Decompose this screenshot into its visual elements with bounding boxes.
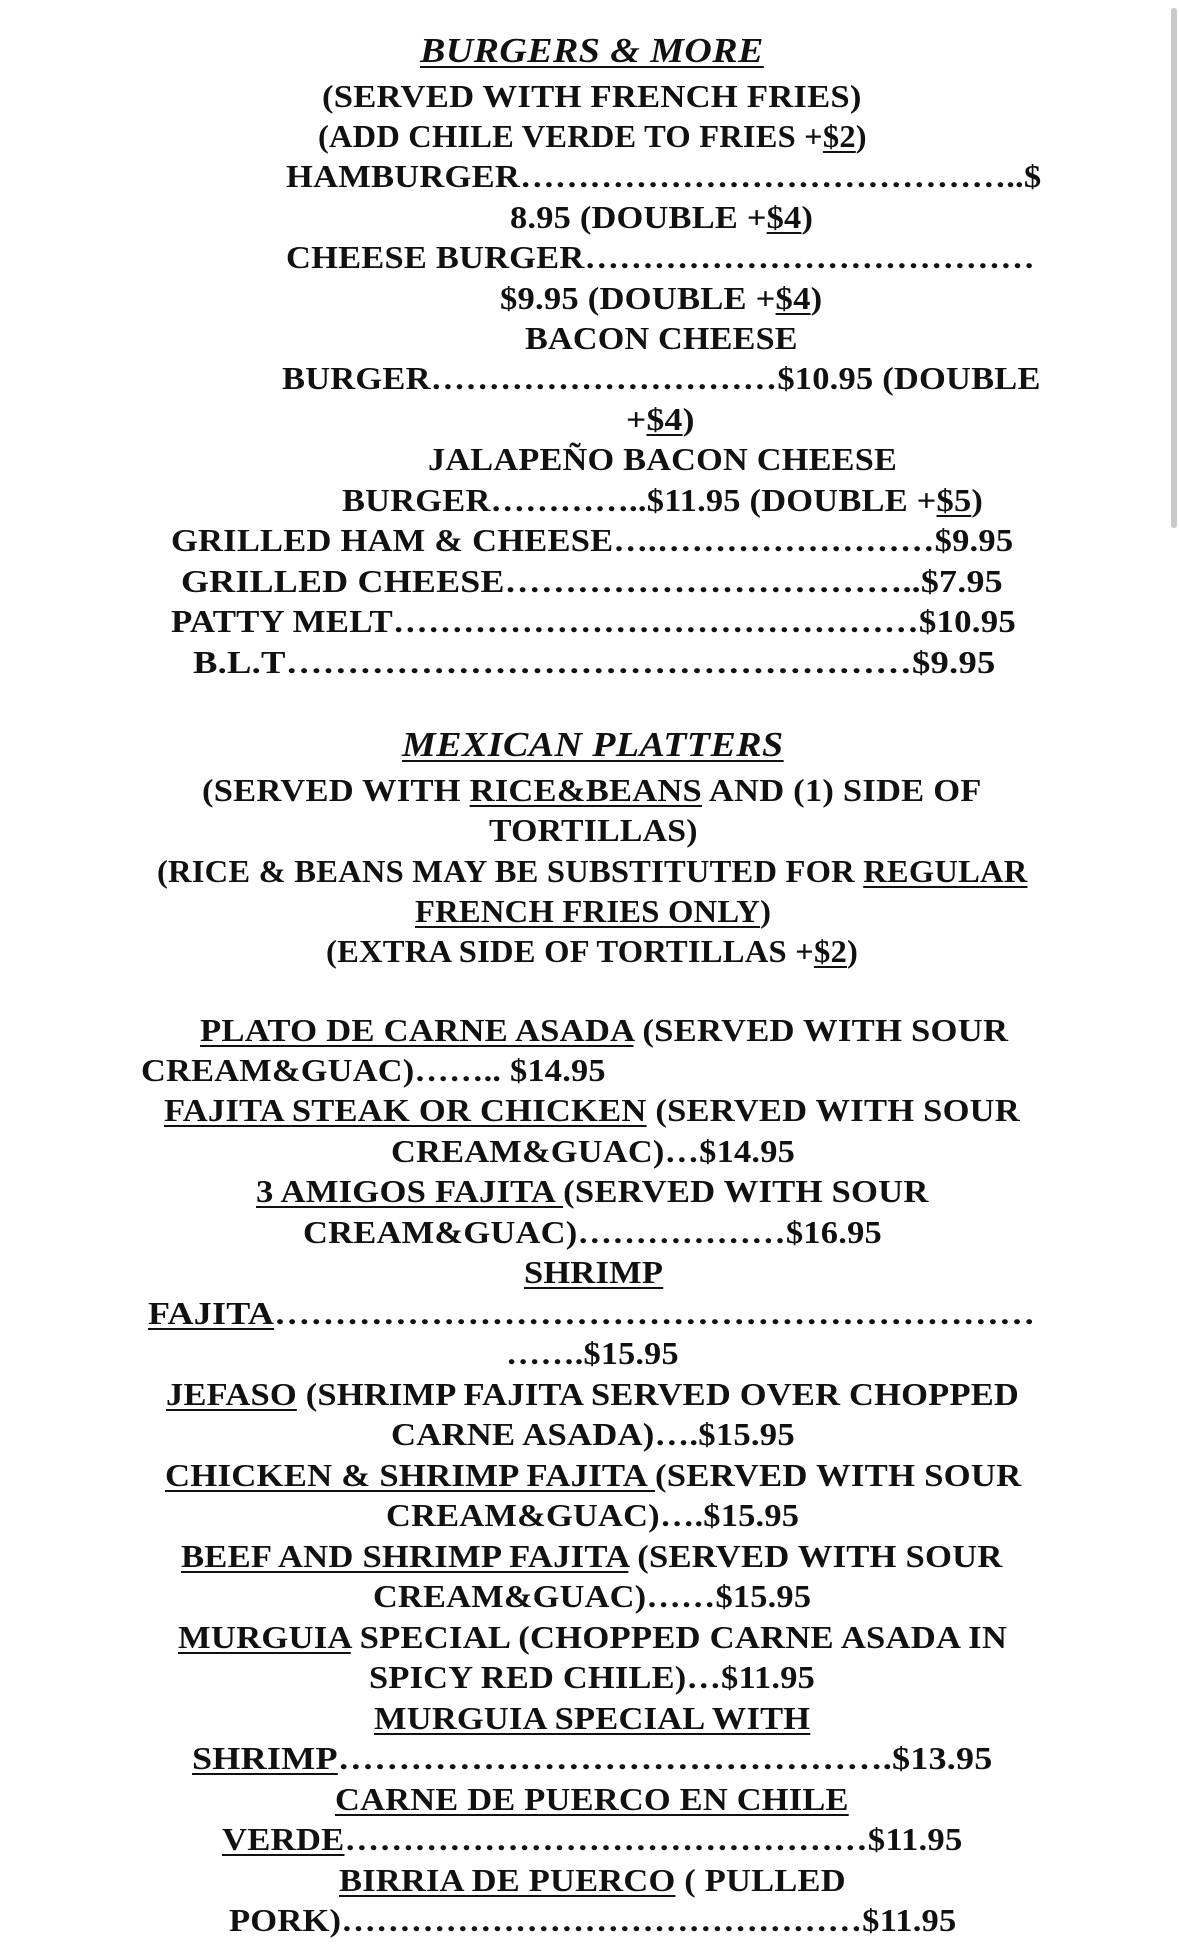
menu-line [193, 642, 996, 682]
underlined-text: 3 AMIGOS FAJITA [256, 1173, 564, 1209]
menu-line [282, 358, 1041, 398]
underlined-text: CHICKEN & SHRIMP FAJITA [165, 1457, 656, 1493]
menu-line [391, 1131, 795, 1171]
menu-text: (SERVED WITH SOUR [628, 1538, 1003, 1574]
menu-text: SPECIAL (CHOPPED CARNE ASADA IN [350, 1619, 1008, 1655]
menu-line [164, 1090, 1020, 1130]
underlined-text: $2 [822, 118, 856, 154]
menu-text: AND (1) SIDE OF [701, 772, 982, 808]
menu-text: ) [760, 893, 772, 929]
menu-text: BACON CHEESE [525, 320, 798, 356]
menu-text: ) [971, 482, 984, 518]
menu-line [166, 1374, 1019, 1414]
menu-text: ) [682, 401, 695, 437]
menu-line [326, 931, 858, 971]
menu-line [157, 851, 1027, 891]
menu-line [200, 1010, 1008, 1050]
menu-line [506, 1333, 679, 1373]
menu-text: (SHRIMP FAJITA SERVED OVER CHOPPED [296, 1376, 1020, 1412]
menu-text: PORK)………………………………………$11.95 [229, 1902, 957, 1938]
menu-text: CARNE ASADA)….$15.95 [391, 1416, 795, 1452]
menu-line [202, 770, 982, 810]
underlined-text: PLATO DE CARNE ASADA [200, 1012, 634, 1048]
heading-text: MEXICAN PLATTERS [402, 725, 784, 764]
menu-line [415, 891, 771, 931]
menu-text: CREAM&GUAC)………………$16.95 [303, 1214, 883, 1250]
menu-line [386, 1495, 799, 1535]
menu-text: BURGER…………..$11.95 (DOUBLE + [342, 482, 937, 518]
menu-line [286, 237, 1035, 277]
menu-line [181, 561, 1003, 601]
menu-text: TORTILLAS) [489, 812, 698, 848]
menu-line [318, 116, 867, 156]
menu-text: (SERVED WITH SOUR [563, 1173, 929, 1209]
underlined-text: FAJITA STEAK OR CHICKEN [164, 1092, 647, 1128]
menu-text: (SERVED WITH FRENCH FRIES) [322, 78, 862, 114]
underlined-text: RICE&BEANS [469, 772, 702, 808]
menu-line [524, 1252, 663, 1292]
menu-line [374, 1698, 810, 1738]
menu-line [165, 1455, 1021, 1495]
menu-text: (EXTRA SIDE OF TORTILLAS + [326, 933, 814, 969]
menu-text: ……………………………………………………… [274, 1295, 1036, 1331]
underlined-text: FAJITA [148, 1295, 275, 1331]
menu-line [229, 1900, 956, 1940]
underlined-text: BEEF AND SHRIMP FAJITA [181, 1538, 629, 1574]
menu-text: (SERVED WITH SOUR [633, 1012, 1009, 1048]
menu-text: ) [846, 933, 859, 969]
menu-line [192, 1738, 993, 1778]
menu-text: ) [810, 280, 823, 316]
menu-text: JALAPEÑO BACON CHEESE [428, 441, 898, 477]
menu-line [373, 1576, 811, 1616]
menu-text: BURGER…………………………$10.95 (DOUBLE [282, 360, 1041, 396]
underlined-text: SHRIMP [192, 1740, 338, 1776]
menu-line [391, 1414, 795, 1454]
menu-line [500, 278, 822, 318]
section-heading-mexican [402, 725, 784, 765]
menu-text: ……………………………………….$13.95 [337, 1740, 993, 1776]
underlined-text: REGULAR [863, 853, 1028, 889]
menu-text: (RICE & BEANS MAY BE SUBSTITUTED FOR [157, 853, 864, 889]
menu-line [148, 1293, 1035, 1333]
underlined-text: JEFASO [166, 1376, 297, 1412]
menu-text: SPICY RED CHILE)…$11.95 [369, 1659, 816, 1695]
underlined-text: $2 [813, 933, 847, 969]
menu-line [171, 520, 1013, 560]
menu-line [369, 1657, 815, 1697]
menu-line [222, 1819, 963, 1859]
underlined-text: MURGUIA SPECIAL WITH [374, 1700, 811, 1736]
menu-line [525, 318, 798, 358]
menu-text: + [626, 401, 647, 437]
menu-line [342, 480, 983, 520]
menu-text: …….$15.95 [506, 1335, 679, 1371]
scrollbar[interactable] [1171, 8, 1177, 528]
menu-text: ………………………………………$11.95 [344, 1821, 963, 1857]
menu-text: 8.95 (DOUBLE + [510, 199, 767, 235]
menu-text: HAMBURGER……………………………………..$ [286, 158, 1042, 194]
menu-text: CREAM&GUAC)….$15.95 [386, 1497, 800, 1533]
underlined-text: $4 [766, 199, 802, 235]
underlined-text: VERDE [222, 1821, 345, 1857]
menu-line [335, 1779, 849, 1819]
section-heading-burgers [420, 31, 764, 71]
menu-line [178, 1617, 1007, 1657]
underlined-text: MURGUIA [178, 1619, 351, 1655]
menu-line [339, 1860, 846, 1900]
menu-line [256, 1171, 929, 1211]
menu-text: CHEESE BURGER………………………………… [286, 239, 1035, 275]
underlined-text: $5 [936, 482, 972, 518]
menu-text: ) [801, 199, 814, 235]
heading-text: BURGERS & MORE [420, 31, 764, 70]
menu-text: PATTY MELT………………………………………$10.95 [171, 603, 1017, 639]
menu-text: CREAM&GUAC)…$14.95 [391, 1133, 796, 1169]
menu-text: (SERVED WITH SOUR [655, 1457, 1022, 1493]
menu-line [141, 1050, 606, 1090]
underlined-text: CARNE DE PUERCO EN CHILE [335, 1781, 849, 1817]
menu-line [510, 197, 813, 237]
menu-text: GRILLED HAM & CHEESE….……………………$9.95 [171, 522, 1014, 558]
menu-line [303, 1212, 882, 1252]
menu-text: B.L.T……………………………………………$9.95 [193, 644, 996, 680]
menu-text: ( PULLED [675, 1862, 846, 1898]
menu-text: (ADD CHILE VERDE TO FRIES + [318, 118, 823, 154]
menu-text: $9.95 (DOUBLE + [500, 280, 776, 316]
menu-line [322, 76, 862, 116]
menu-text: CREAM&GUAC)…….. $14.95 [141, 1052, 606, 1088]
menu-text: (SERVED WITH [202, 772, 470, 808]
menu-text: ) [855, 118, 867, 154]
menu-line [626, 399, 695, 439]
underlined-text: $4 [775, 280, 811, 316]
underlined-text: BIRRIA DE PUERCO [339, 1862, 676, 1898]
menu-text: GRILLED CHEESE……………………………..$7.95 [181, 563, 1003, 599]
underlined-text: FRENCH FRIES ONLY [415, 893, 761, 929]
menu-text: (SERVED WITH SOUR [646, 1092, 1020, 1128]
underlined-text: SHRIMP [524, 1254, 664, 1290]
menu-line [489, 810, 698, 850]
menu-line [286, 156, 1041, 196]
menu-line [428, 439, 897, 479]
menu-line [171, 601, 1016, 641]
menu-text: CREAM&GUAC)……$15.95 [373, 1578, 812, 1614]
underlined-text: $4 [646, 401, 683, 437]
menu-line [181, 1536, 1003, 1576]
